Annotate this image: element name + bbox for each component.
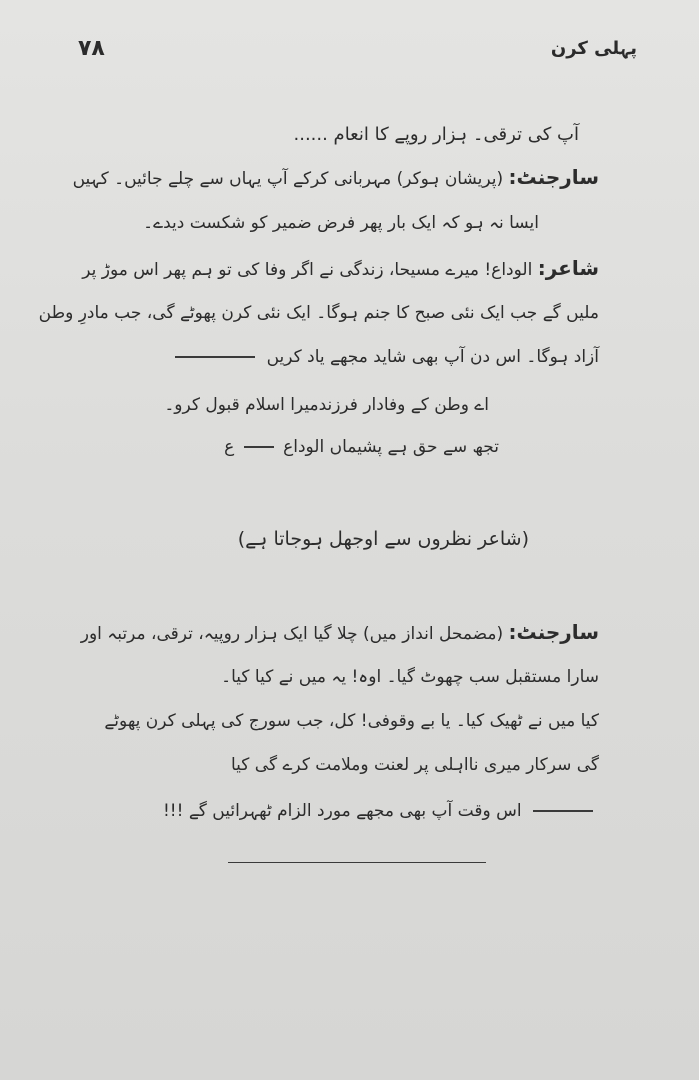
- line-text: ایسا نہ ہو کہ ایک بار پھر فرض ضمیر کو شکست دیدے۔: [143, 213, 539, 233]
- running-header: پہلی کرن: [550, 38, 637, 59]
- text-line-2: [73, 165, 599, 189]
- text-line-12: [104, 710, 599, 731]
- speaker-label-poet: شاعر:: [537, 256, 599, 280]
- speaker-label-sergeant: سارجنٹ:: [508, 620, 599, 644]
- verse-text: تجھ سے حق ہے پشیماں الوداع: [283, 437, 499, 457]
- line-text: ملیں گے جب ایک نئی صبح کا جنم ہوگا۔ ایک نئی کرن پھوٹے گی، جب مادرِ وطن: [38, 303, 599, 323]
- text-line-10: [81, 620, 599, 644]
- line-text: گی سرکار میری نااہلی پر لعنت وملامت کرے گی کیا: [231, 755, 599, 775]
- line-text: (پریشان ہوکر) مہربانی کرکے آپ یہاں سے چلے جائیں۔ کہیں: [72, 169, 504, 189]
- verse-text: اے وطن کے وفادار فرزندمیرا اسلام قبول کرو۔: [164, 395, 489, 415]
- stage-direction: (شاعر نظروں سے اوجھل ہوجاتا ہے): [237, 528, 529, 550]
- verse-line-1: [164, 394, 489, 415]
- dash-rule: [533, 810, 593, 811]
- line-text: آپ کی ترقی۔ ہزار روپے کا انعام ......: [293, 124, 579, 145]
- text-line-11: [221, 666, 599, 687]
- line-text: (مضمحل انداز میں) چلا گیا ایک ہزار روپیہ، ترقی، مرتبہ اور: [80, 624, 504, 644]
- text-line-5: [39, 302, 599, 323]
- text-line-14: [163, 800, 599, 821]
- verse-line-2: [224, 436, 499, 457]
- page-number: ۷۸: [78, 36, 105, 61]
- section-end-rule: [228, 862, 486, 863]
- dash-rule: [175, 356, 255, 357]
- text-line-6: [169, 346, 599, 367]
- text-line-3: [143, 212, 539, 233]
- line-text: آزاد ہوگا۔ اس دن آپ بھی شاید مجھے یاد کریں: [266, 347, 599, 367]
- line-text: کیا میں نے ٹھیک کیا۔ یا بے وقوفی! کل، جب سورج کی پہلی کرن پھوٹے: [104, 711, 599, 731]
- line-text: الوداع! میرے مسیحا، زندگی نے اگر وفا کی تو ہم پھر اس موڑ پر: [82, 260, 533, 280]
- line-text: سارا مستقبل سب چھوٹ گیا۔ اوہ! یہ میں نے کیا کیا۔: [221, 667, 599, 687]
- speaker-label-sergeant: سارجنٹ:: [508, 165, 599, 189]
- text-line-1: [294, 124, 580, 145]
- verse-mark: ع: [224, 437, 235, 457]
- verse-dash: [244, 446, 274, 447]
- text-line-4: [82, 256, 599, 280]
- line-text: اس وقت آپ بھی مجھے مورد الزام ٹھہرائیں گے !!!: [162, 801, 522, 821]
- text-line-13: [231, 754, 599, 775]
